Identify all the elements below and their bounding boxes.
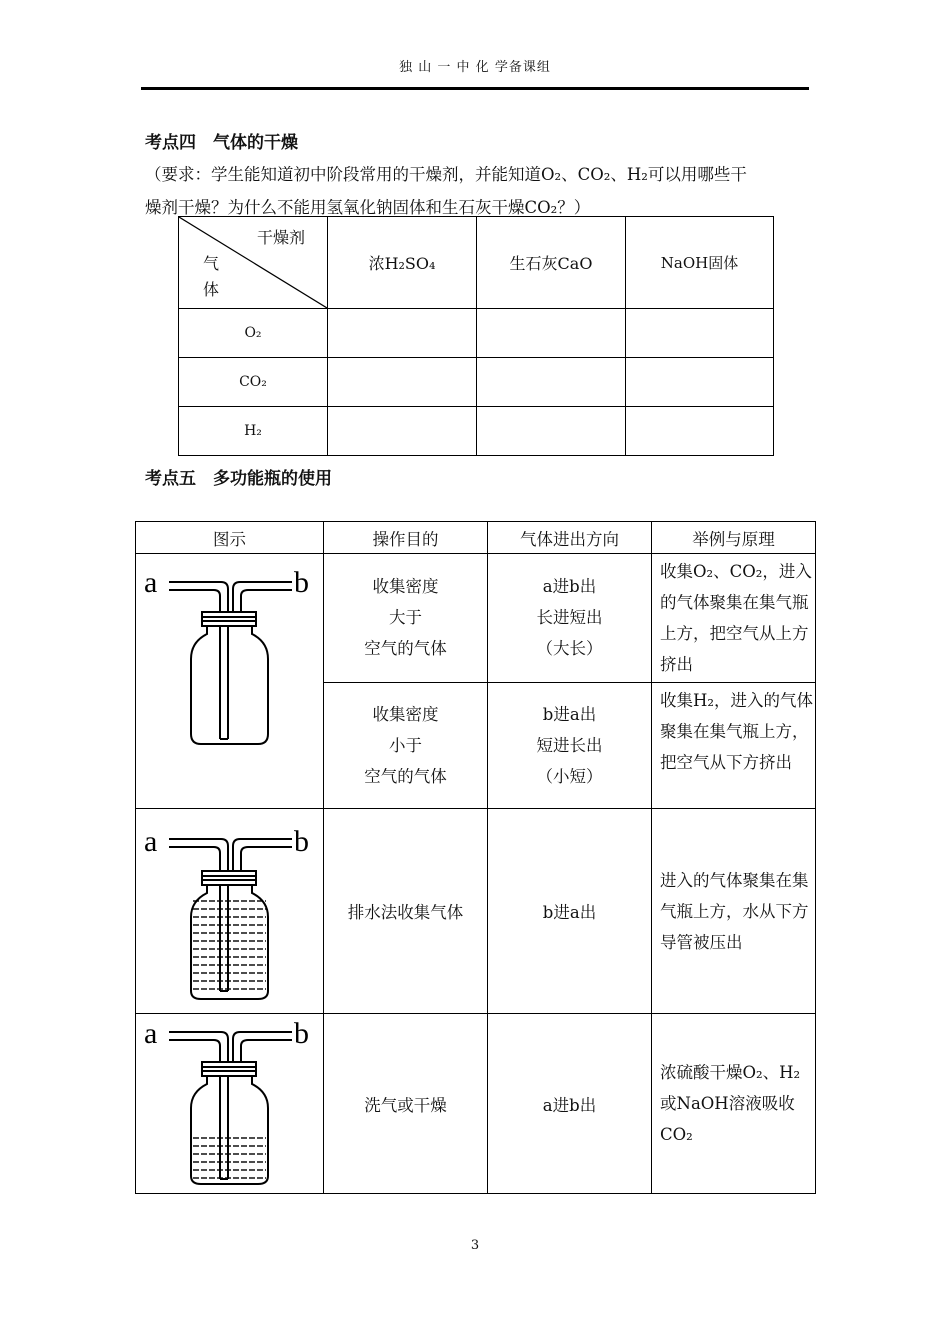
section4-requirement — [145, 158, 813, 224]
reason-cell-1: 收集O₂、CO₂，进入的气体聚集在集气瓶上方，把空气从上方挤出 — [652, 554, 816, 683]
header-rule — [141, 87, 809, 90]
purpose-cell-1: 收集密度 大于 空气的气体 — [324, 554, 488, 683]
cell-h2-cao[interactable] — [477, 407, 626, 456]
page-number: 3 — [470, 1238, 480, 1253]
cell-co2-naoh[interactable] — [626, 358, 774, 407]
section5-title: 考点五 多功能瓶的使用 — [145, 469, 332, 489]
port-b-label: b — [294, 566, 309, 599]
drying-table — [178, 216, 774, 456]
direction-cell-4: a进b出 — [488, 1014, 652, 1194]
gas-bottle-water-icon — [136, 809, 323, 1009]
corner-desiccant-label: 干燥剂 — [256, 228, 305, 247]
requirement-line-2: 燥剂干燥？为什么不能用氢氧化钠固体和生石灰干燥CO₂？） — [145, 198, 591, 217]
col-header-cao: 生石灰CaO — [477, 217, 626, 309]
corner-cell — [179, 217, 328, 309]
cell-o2-cao[interactable] — [477, 309, 626, 358]
reason-cell-2: 收集H₂，进入的气体聚集在集气瓶上方，把空气从下方挤出 — [652, 682, 816, 809]
row-header-o2: O₂ — [179, 309, 328, 358]
cell-o2-naoh[interactable] — [626, 309, 774, 358]
section4-title: 考点四 气体的干燥 — [145, 133, 298, 153]
purpose-cell-4: 洗气或干燥 — [324, 1014, 488, 1194]
col-header-naoh: NaOH固体 — [626, 217, 774, 309]
purpose-cell-3: 排水法收集气体 — [324, 809, 488, 1014]
direction-cell-3: b进a出 — [488, 809, 652, 1014]
port-a-label: a — [144, 566, 158, 599]
multi-bottle-table — [135, 521, 816, 1194]
svg-text:a: a — [144, 1017, 158, 1050]
bottle-diagram-empty — [136, 554, 324, 809]
cell-co2-cao[interactable] — [477, 358, 626, 407]
reason-cell-4: 浓硫酸干燥O₂、H₂或NaOH溶液吸收CO₂ — [652, 1014, 816, 1194]
col-header-h2so4: 浓H₂SO₄ — [328, 217, 477, 309]
direction-cell-2: b进a出 短进长出 （小短） — [488, 682, 652, 809]
cell-o2-h2so4[interactable] — [328, 309, 477, 358]
bottle-diagram-liquid — [136, 1014, 324, 1194]
header-diagram: 图示 — [136, 522, 324, 554]
direction-cell-1: a进b出 长进短出 （大长） — [488, 554, 652, 683]
header-purpose: 操作目的 — [324, 522, 488, 554]
header-direction: 气体进出方向 — [488, 522, 652, 554]
gas-bottle-empty-icon — [136, 554, 323, 804]
cell-h2-h2so4[interactable] — [328, 407, 477, 456]
svg-text:a: a — [144, 825, 158, 858]
gas-bottle-half-liquid-icon — [136, 1014, 323, 1189]
svg-text:b: b — [294, 825, 309, 858]
reason-cell-3: 进入的气体聚集在集气瓶上方，水从下方导管被压出 — [652, 809, 816, 1014]
row-header-h2: H₂ — [179, 407, 328, 456]
cell-co2-h2so4[interactable] — [328, 358, 477, 407]
corner-gas-label: 气体 — [202, 254, 219, 299]
header-reason: 举例与原理 — [652, 522, 816, 554]
bottle-diagram-water — [136, 809, 324, 1014]
svg-text:b: b — [294, 1017, 309, 1050]
cell-h2-naoh[interactable] — [626, 407, 774, 456]
page-header: 独 山 一 中 化 学备课组 — [399, 60, 551, 75]
purpose-cell-2: 收集密度 小于 空气的气体 — [324, 682, 488, 809]
requirement-line-1: （要求：学生能知道初中阶段常用的干燥剂，并能知道O₂、CO₂、H₂可以用哪些干 — [145, 165, 747, 184]
row-header-co2: CO₂ — [179, 358, 328, 407]
